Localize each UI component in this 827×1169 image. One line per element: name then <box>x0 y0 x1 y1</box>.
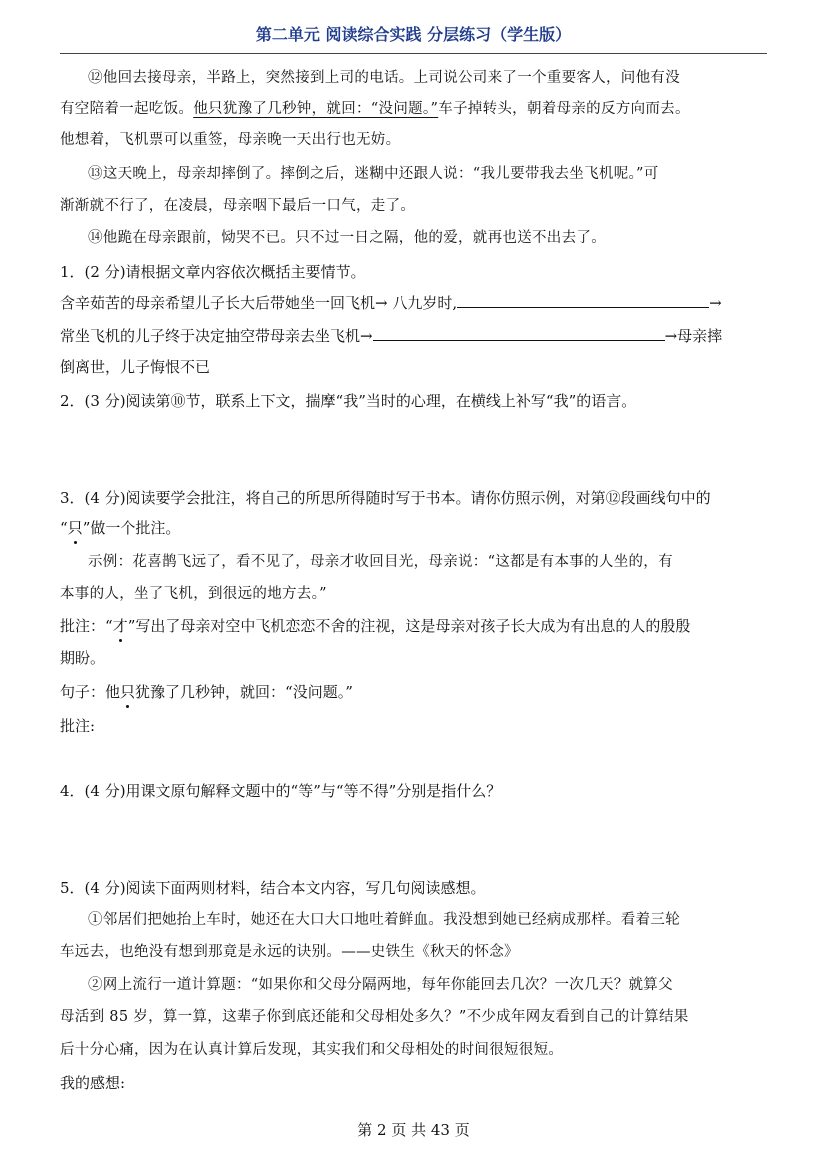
page-number: 第 2 页 共 43 页 <box>357 1121 470 1139</box>
answer-blank-2[interactable] <box>373 326 665 341</box>
example-line-1: 示例：花喜鹊飞远了，看不见了，母亲才收回目光，母亲说：“这都是有本事的人坐的，有 <box>88 554 673 570</box>
question-5-stem: 5．(4 分)阅读下面两则材料，结合本文内容，写几句阅读感想。 <box>60 879 486 897</box>
paragraph-13-line-1: ⑬这天晚上，母亲却摔倒了。摔倒之后，迷糊中还跟人说：“我儿要带我去坐飞机呢。”可 <box>88 166 659 182</box>
paragraph-12-line-3: 他想着，飞机票可以重签，母亲晚一天出行也无妨。 <box>60 132 401 148</box>
question-4-stem: 4．(4 分)用课文原句解释文题中的“等”与“等不得”分别是指什么？ <box>60 782 502 800</box>
material-1-line-2: 车远去，也绝没有想到那竟是永远的诀别。——史铁生《秋天的怀念》 <box>60 944 519 960</box>
example-line-2: 本事的人，坐了飞机，到很远的地方去。” <box>60 586 327 602</box>
paragraph-14-line-1: ⑭他跪在母亲跟前，恸哭不已。只不过一日之隔，他的爱，就再也送不出去了。 <box>88 230 606 246</box>
question-1-text: →母亲摔 <box>664 327 723 345</box>
material-2-line-2: 母活到 85 岁，算一算，这辈子你到底还能和父母相处多久？”不少成年网友看到自己的计算结果 <box>60 1009 689 1025</box>
emphasis-dot-char: 只 <box>120 683 136 701</box>
my-thoughts-label: 我的感想: <box>60 1074 126 1092</box>
paragraph-13-line-2: 渐渐就不行了，在凌晨，母亲咽下最后一口气，走了。 <box>60 198 416 214</box>
question-3-stem-line-2 <box>60 518 767 538</box>
page-header-title: 第二单元 阅读综合实践 分层练习（学生版） <box>255 25 572 44</box>
arrow-icon: → <box>709 294 722 312</box>
paragraph-12-text: 车子掉转头，朝着母亲的反方向而去。 <box>438 101 690 117</box>
sentence-text: 句子：他 <box>60 683 121 701</box>
annotation-text: 批注：“ <box>60 617 113 635</box>
material-1-line-1: ①邻居们把她抬上车时，她还在大口大口地吐着鲜血。我没想到她已经病成那样。看着三轮 <box>88 912 680 928</box>
emphasis-dot-char: 才 <box>112 617 128 635</box>
question-1-line-1 <box>60 293 767 313</box>
question-1-line-3: 倒离世，儿子悔恨不已 <box>60 358 211 376</box>
question-1-stem: 1．(2 分)请根据文章内容依次概括主要情节。 <box>60 263 366 281</box>
annotation-line-1 <box>60 616 767 636</box>
annotation-answer-label: 批注: <box>60 717 96 735</box>
question-3-stem-line-1: 3．(4 分)阅读要学会批注，将自己的所思所得随时写于书本。请你仿照示例，对第⑫段画线句中的 <box>60 489 711 507</box>
question-2-stem: 2．(3 分)阅读第⑩节，联系上下文，揣摩“我”当时的心理，在横线上补写“我”的语言。 <box>60 392 637 410</box>
question-1-line-2 <box>60 326 767 346</box>
quote-mark: “ <box>60 519 68 537</box>
question-3-text: ”做一个批注。 <box>82 519 181 537</box>
emphasis-dot-char: 只 <box>67 519 83 537</box>
question-1-text: 常坐飞机的儿子终于决定抽空带母亲去坐飞机→ <box>60 327 373 345</box>
answer-blank-1[interactable] <box>457 293 709 308</box>
paragraph-12-line-1: ⑫他回去接母亲，半路上，突然接到上司的电话。上司说公司来了一个重要客人，问他有没 <box>88 70 680 86</box>
annotation-text: ”写出了母亲对空中飞机恋恋不舍的注视，这是母亲对孩子长大成为有出息的人的殷殷 <box>127 617 691 635</box>
material-2-line-1: ②网上流行一道计算题：“如果你和父母分隔两地，每年你能回去几次？一次几天？就算父 <box>88 977 673 993</box>
annotation-line-2: 期盼。 <box>60 649 106 667</box>
sentence-text: 犹豫了几秒钟，就回：“没问题。” <box>135 683 353 701</box>
header-divider <box>60 53 767 54</box>
underlined-sentence: 他只犹豫了几秒钟，就回：“没问题。” <box>193 101 439 117</box>
question-1-text: 含辛茹苦的母亲希望儿子长大后带她坐一回飞机→ 八九岁时, <box>60 294 458 312</box>
material-2-line-3: 后十分心痛，因为在认真计算后发现，其实我们和父母相处的时间很短很短。 <box>60 1042 564 1058</box>
paragraph-12-text: 有空陪着一起吃饭。 <box>60 101 194 117</box>
paragraph-12-line-2 <box>60 99 767 119</box>
sentence-line <box>60 682 767 702</box>
